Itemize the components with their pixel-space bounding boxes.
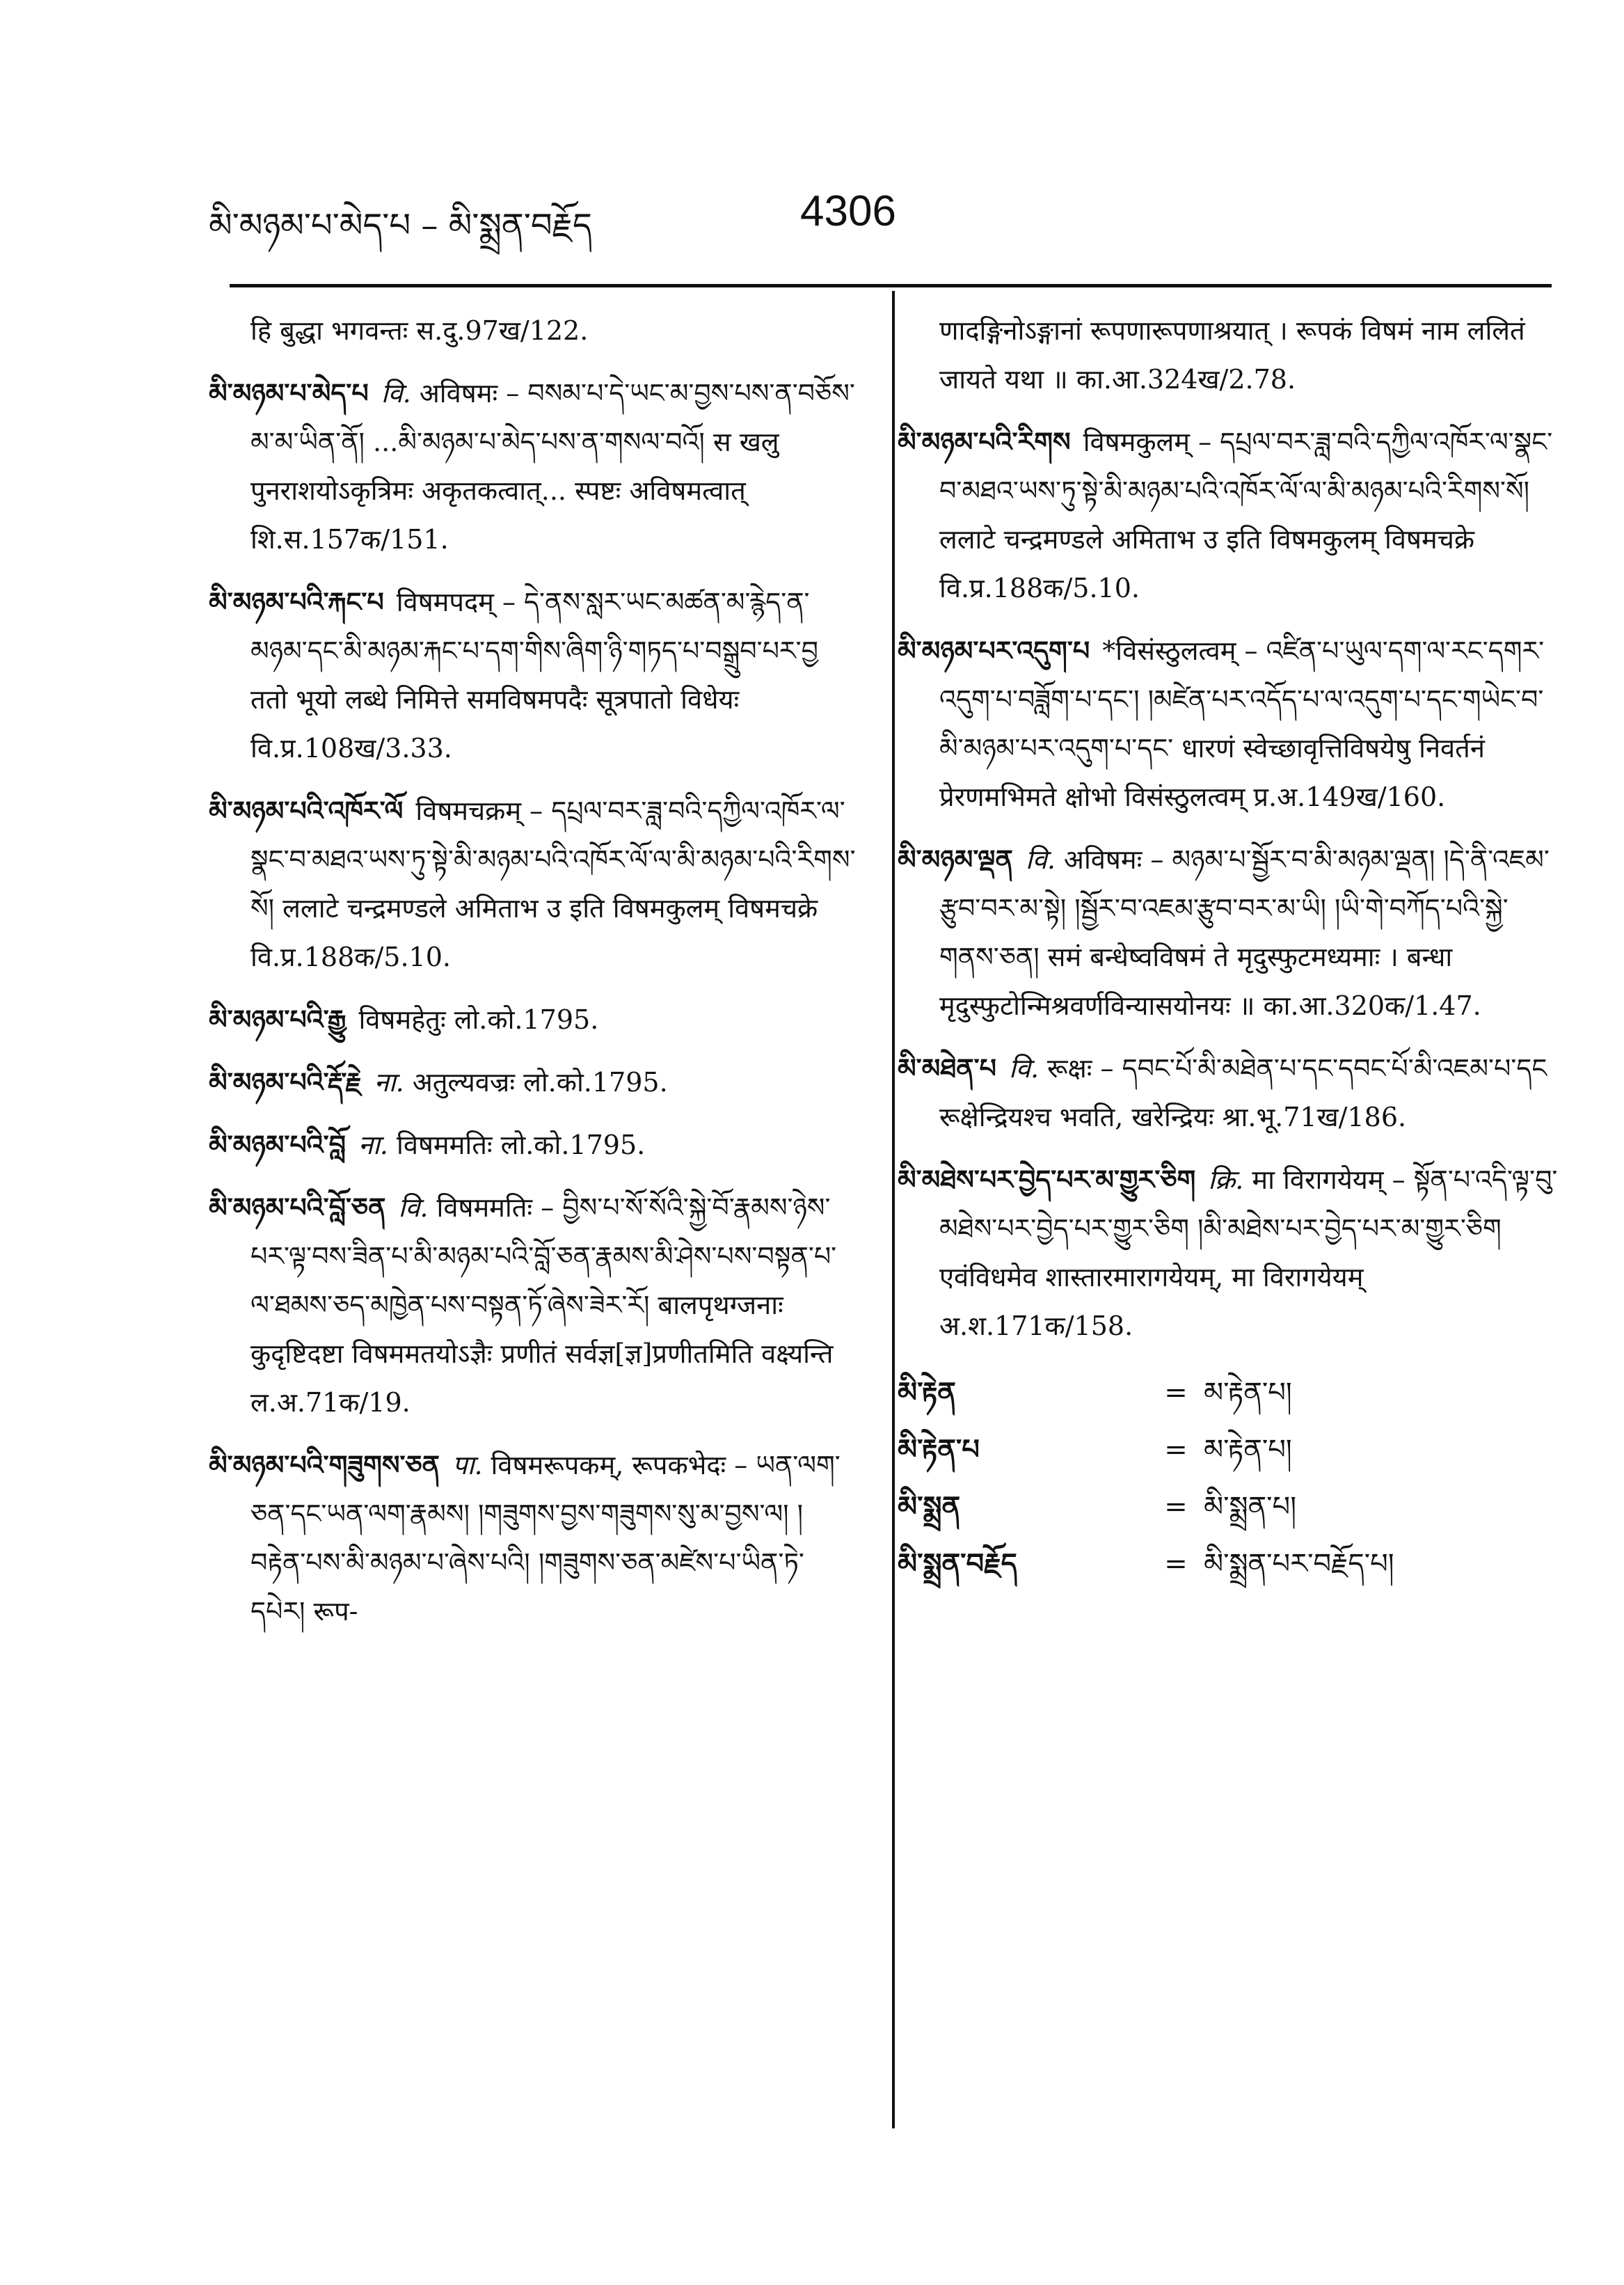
entry-pos: वि. [381, 378, 411, 409]
entry-pos: वि. [1008, 1053, 1040, 1084]
entry-pos: पा. [452, 1450, 483, 1480]
dictionary-entry [898, 1044, 1559, 1141]
entry-headword: མི་མཉམ་པའི་གཟུགས་ཅན [209, 1449, 440, 1480]
dictionary-entry [209, 995, 856, 1044]
page-number: 4306 [800, 187, 896, 235]
cross-reference-row [898, 1535, 1559, 1592]
left-column [209, 306, 856, 1650]
continued-entry [898, 306, 1559, 404]
running-header-left: མི་མཉམ་པ་མེད་པ – མི་སྨྲན་བརྗོད [209, 206, 592, 245]
entry-body: विषमहेतुः लो.को.1795. [358, 1004, 599, 1035]
dictionary-entry [209, 1121, 856, 1169]
dictionary-entry [209, 1183, 856, 1427]
cross-reference-row [898, 1478, 1559, 1535]
entry-headword: མི་མཉམ་པའི་བློ་ཅན [209, 1192, 386, 1223]
entry-body: अविषमः – བསམ་པ་དེ་ཡང་མ་བྱས་པས་ན་བཅོས་མ་མ་ཡིན་ནོ། ...མི་མཉམ་པ་མེད་པས་ན་གསལ་བའོ། स खलु पुनराशयोऽकृत्रिमः अकृतकत्वात्... स्पष्टः अविषमत्वात् शि.स.157क/151. [250, 378, 855, 555]
dictionary-entry [209, 1441, 856, 1636]
entry-headword: མི་མཉམ་པའི་རྐང་པ [209, 586, 384, 617]
xref-target: མ་རྟེན་པ། [1204, 1434, 1292, 1466]
entry-pos: वि. [398, 1192, 429, 1223]
cross-reference-row [898, 1421, 1559, 1478]
entry-headword: མི་མཐེས་པར་བྱེད་པར་མ་གྱུར་ཅིག [898, 1164, 1196, 1195]
entry-headword: མི་མཉམ་ལྡན [898, 844, 1013, 875]
dictionary-entry [209, 578, 856, 773]
entry-headword: མི་མཉམ་པར་འདུག་པ [898, 635, 1090, 666]
entry-headword: མི་མཉམ་པའི་རྡོ་རྗེ [209, 1066, 362, 1098]
header-rule [230, 284, 1552, 287]
dictionary-entry [209, 786, 856, 981]
entry-body: विषममतिः – བྱིས་པ་སོ་སོའི་སྐྱེ་བོ་རྣམས་ཉེས་པར་ལྟ་བས་ཟིན་པ་མི་མཉམ་པའི་བློ་ཅན་རྣམས་མི་ཤེས་པས་བསྟན་པ་ལ་ཐམས་ཅད་མཁྱེན་པས་བསྟན་ཏོ་ཞེས་ཟེར་རོ། बालपृथग्जनाः कुदृष्टिदष्टा विषममतयोऽज्ञैः प्रणीतं सर्वज्ञ[ज्ञ]प्रणीतमिति वक्ष्यन्ति ल.अ.71क/19. [250, 1192, 837, 1418]
dictionary-entry [209, 369, 856, 564]
entry-body: *विसंस्ठुलत्वम् – འཛིན་པ་ཡུལ་དག་ལ་རང་དགར་འདུག་པ་བཟློག་པ་དང་། །མཛེན་པར་འདོད་པ་ལ་འདུག་པ་དང་གཡེང་བ་མི་མཉམ་པར་འདུག་པ་དང་ धारणं स्वेच्छावृत्तिविषयेषु निवर्तनं प्रेरणमभिमते क्षोभो विसंस्ठुलत्वम् प्र.अ.149ख/160. [939, 635, 1545, 812]
entry-body: रूक्षः – དབང་པོ་མི་མཐེན་པ་དང་དབང་པོ་མི་འཇམ་པ་དང रूक्षेन्द्रियश्च भवति, खरेन्द्रियः श्रा.भू.71ख/186. [939, 1053, 1547, 1132]
xref-equals: = [1164, 1548, 1188, 1580]
xref-equals: = [1164, 1434, 1188, 1466]
entry-headword: མི་མཉམ་པའི་འཁོར་ལོ [209, 795, 404, 826]
entry-body: विषमपदम् – དེ་ནས་སླར་ཡང་མཚན་མ་རྙེད་ན་མཉམ་དང་མི་མཉམ་རྐང་པ་དག་གིས་ཞིག་ཉི་གཏད་པ་བསྒྲུབ་པར་བྱ ततो भूयो लब्धे निमित्ते समविषमपदैः सूत्रपातो विधेयः वि.प्र.108ख/3.33. [250, 587, 818, 764]
entry-pos: वि. [1025, 844, 1056, 875]
entry-body: अतुल्यवज्रः लो.को.1795. [412, 1067, 668, 1098]
xref-equals: = [1164, 1377, 1188, 1409]
entry-pos: ना. [358, 1130, 388, 1160]
entry-body: विषमरूपकम्, रूपकभेदः – ཡན་ལག་ཅན་དང་ཡན་ལག་རྣམས། །གཟུགས་བྱས་གཟུགས་སུ་མ་བྱས་ལ། །བརྟེན་པས་མི་མཉམ་པ་ཞེས་པའི། །གཟུགས་ཅན་མཛེས་པ་ཡིན་ཏེ་དཔེར། रूप- [250, 1450, 841, 1627]
xref-target: མ་རྟེན་པ། [1204, 1377, 1292, 1409]
right-column [898, 306, 1559, 1592]
xref-equals: = [1164, 1491, 1188, 1523]
entry-body: णादङ्गिनोऽङ्गानां रूपणारूपणाश्रयात् । रूपकं विषमं नाम ललितं जायते यथा ॥ का.आ.324ख/2.78. [939, 315, 1525, 395]
entry-body: अविषमः – མཉམ་པ་སྦྱོར་བ་མི་མཉམ་ལྡན། །དེ་ནི་འཇམ་རྩུབ་བར་མ་སྟེ། །སྦྱོར་བ་འཇམ་རྩུབ་བར་མ་ཡི། །ཡི་གེ་བཀོད་པའི་སྐྱེ་གནས་ཅན། समं बन्धेष्वविषमं ते मृदुस्फुटमध्यमाः । बन्धा मृदुस्फुटोन्मिश्रवर्णविन्यासयोनयः ॥ का.आ.320क/1.47. [939, 844, 1550, 1021]
xref-target: མི་སྨྲན་པ། [1204, 1491, 1297, 1523]
dictionary-entry [898, 835, 1559, 1030]
cross-reference-row [898, 1364, 1559, 1421]
cross-reference-table [898, 1364, 1559, 1592]
entry-body: विषममतिः लो.को.1795. [396, 1130, 646, 1160]
dictionary-entry [898, 626, 1559, 821]
xref-term: མི་སྨྲན [898, 1490, 961, 1523]
entry-body: हि बुद्धा भगवन्तः स.दु.97ख/122. [250, 315, 589, 346]
entry-pos: क्रि. [1208, 1164, 1244, 1195]
dictionary-entry [209, 1058, 856, 1107]
entry-body: विषमकुलम् – དཔྲལ་བར་ཟླ་བའི་དཀྱིལ་འཁོར་ལ་སྣང་བ་མཐའ་ཡས་ཏུ་སྟེ་མི་མཉམ་པའི་འཁོར་ལོ་ལ་མི་མཉམ་པའི་རིགས་སོ། ललाटे चन्द्रमण्डले अमिताभ उ इति विषमकुलम् विषमचक्रे वि.प्र.188क/5.10. [939, 427, 1553, 603]
xref-term: མི་རྟེན་པ [898, 1433, 980, 1466]
entry-headword: མི་མཉམ་པའི་རྒྱུ [209, 1004, 347, 1035]
xref-term: མི་སྨྲན་བརྗོད [898, 1547, 1017, 1580]
entry-headword: མི་མཐེན་པ [898, 1052, 996, 1084]
entry-headword: མི་མཉམ་པའི་རིགས [898, 426, 1071, 457]
dictionary-entry [898, 1155, 1559, 1350]
column-divider [892, 291, 895, 2128]
entry-pos: ना. [374, 1067, 404, 1098]
entry-body: विषमचक्रम् – དཔྲལ་བར་ཟླ་བའི་དཀྱིལ་འཁོར་ལ་སྣང་བ་མཐའ་ཡས་ཏུ་སྟེ་མི་མཉམ་པའི་འཁོར་ལོ་ལ་མི་མཉམ་པའི་རིགས་སོ། ललाटे चन्द्रमण्डले अमिताभ उ इति विषमकुलम् विषमचक्रे वि.प्र.188क/5.10. [250, 796, 856, 972]
entry-headword: མི་མཉམ་པ་མེད་པ [209, 377, 369, 409]
dictionary-entry [898, 418, 1559, 612]
entry-body: मा विरागयेयम् – སྟོན་པ་འདི་ལྟ་བུ་མཐེས་པར་བྱེད་པར་གྱུར་ཅིག །མི་མཐེས་པར་བྱེད་པར་མ་གྱུར་ཅིག एवंविधमेव शास्तारमारागयेयम्, मा विरागयेयम् अ.श.171क/158. [939, 1164, 1558, 1341]
entry-headword: མི་མཉམ་པའི་བློ [209, 1129, 346, 1160]
continued-entry [209, 306, 856, 355]
xref-target: མི་སྨྲན་པར་བརྗོད་པ། [1204, 1548, 1394, 1580]
xref-term: མི་རྟེན [898, 1376, 956, 1409]
